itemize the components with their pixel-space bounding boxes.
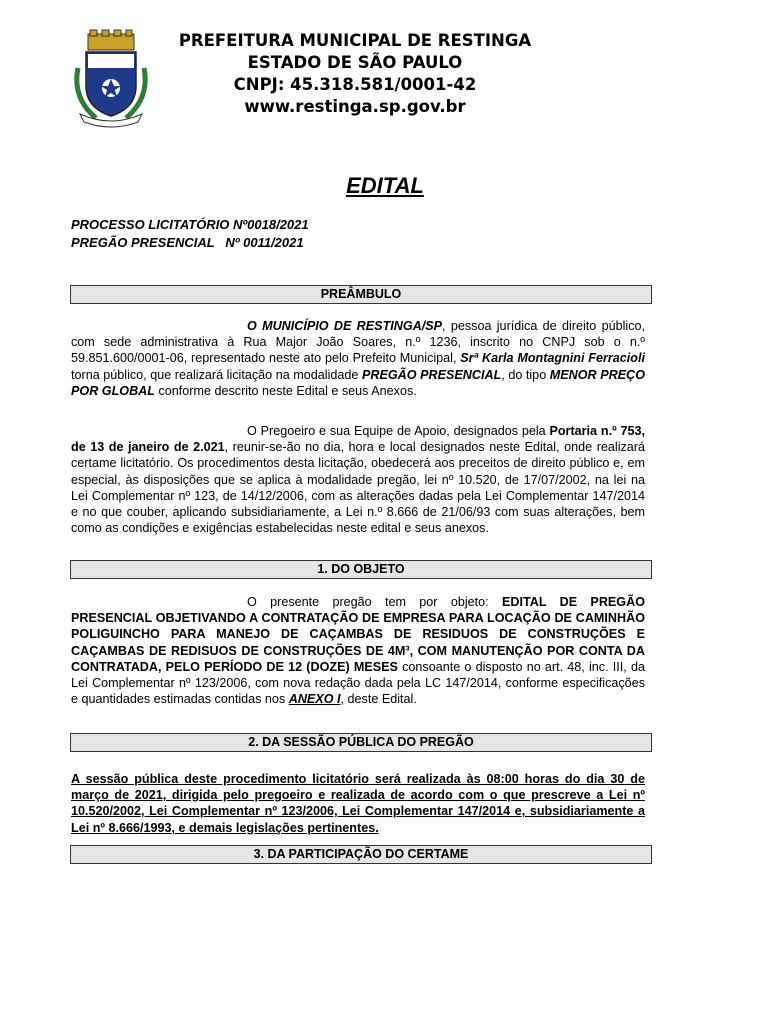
municipio-name: O MUNICÍPIO DE RESTINGA/SP: [247, 319, 443, 333]
modalidade: PREGÃO PRESENCIAL: [361, 367, 502, 382]
process-number: PROCESSO LICITATÓRIO Nº0018/2021: [71, 217, 309, 232]
text-span: consoante o disposto no art. 48, inc. III, da Lei Complementar nº 123/2006, com nova redação dada pela LC 147/2014, conforme especificações e quantidades estimadas contidas nos: [71, 659, 645, 707]
text-span: O presente pregão tem por objeto:: [247, 595, 502, 609]
text-span: conforme descrito neste Edital e seus Anexos.: [154, 383, 417, 398]
preambulo-paragraph-2: [71, 423, 645, 536]
text-span: , reunir-se-ão no dia, hora e local designados neste Edital, onde realizará certame licitatório. Os procedimentos desta licitação, obedecerá aos preceitos de direito público e, em especial, às disposições que se aplica à modalidade pregão, lei nº 10.520, de 17/07/2002, na lei na Lei Complementar nº 123, de 14/12/2006, com as alterações dadas pela Lei Complementar 147/2014 e no que couber, aplicando subsidiariamente, a Lei n.º 8.666 de 21/06/93 com suas alterações, bem como as condições e exigências estabelecidas neste edital e seus anexos.: [71, 440, 645, 536]
header-cnpj: CNPJ: 45.318.581/0001-42: [233, 75, 477, 94]
text-span: , pessoa jurídica de direito público, com sede administrativa à Rua Major João Soares, n.º 1236, inscrito no CNPJ sob o n.º 59.851.600/0001-06, representado neste ato pelo Prefeito Municipal,: [71, 319, 645, 366]
text-span: , do tipo: [501, 367, 550, 382]
anexo-reference: ANEXO I: [288, 692, 341, 707]
document-title: EDITAL: [346, 173, 424, 198]
pregao-number: PREGÃO PRESENCIAL Nº 0011/2021: [71, 235, 304, 250]
text-span: O Pregoeiro e sua Equipe de Apoio, designados pela: [247, 424, 550, 438]
tipo: MENOR PREÇO POR GLOBAL: [71, 367, 645, 398]
text-span: , deste Edital.: [340, 692, 417, 707]
sessao-paragraph: A sessão pública deste procedimento licitatório será realizada às 08:00 horas do dia 30 de março de 2021, dirigida pelo pregoeiro e realizada de acordo com o que prescreve a Lei nº 10.520/2002, Lei Complementar nº 123/2006, Lei Complementar 147/2014 e, subsidiariamente a Lei nº 8.666/1993, e demais legislações pertinentes.: [71, 772, 645, 835]
header-website: www.restinga.sp.gov.br: [244, 97, 466, 116]
section-header-participacao: 3. DA PARTICIPAÇÃO DO CERTAME: [70, 845, 652, 864]
header-prefeitura: PREFEITURA MUNICIPAL DE RESTINGA: [178, 31, 532, 50]
section-header-objeto: 1. DO OBJETO: [70, 560, 652, 579]
objeto-description: EDITAL DE PREGÃO PRESENCIAL OBJETIVANDO A CONTRATAÇÃO DE EMPRESA PARA LOCAÇÃO DE CAMINHÃO POLIGUINCHO PARA MANEJO DE CAÇAMBAS DE RESIDUOS DE CONSTRUÇÕES E CAÇAMBAS DE REDISUOS DE CONSTRUÇÕES DE 4M³, COM MANUTENÇÃO POR CONTA DA CONTRATADA, PELO PERÍODO DE 12 (DOZE) MESES: [71, 595, 645, 674]
header-estado: ESTADO DE SÃO PAULO: [247, 53, 463, 72]
mayor-name: Srª Karla Montagnini Ferracioli: [460, 351, 645, 366]
section-header-preambulo: PREÂMBULO: [70, 285, 652, 304]
section-header-sessao: 2. DA SESSÃO PÚBLICA DO PREGÃO: [70, 733, 652, 752]
text-span: torna público, que realizará licitação na modalidade: [71, 367, 362, 382]
preambulo-paragraph-1: [71, 318, 645, 399]
portaria: Portaria n.º 753, de 13 de janeiro de 2.021: [71, 424, 645, 455]
objeto-paragraph: [71, 594, 645, 707]
